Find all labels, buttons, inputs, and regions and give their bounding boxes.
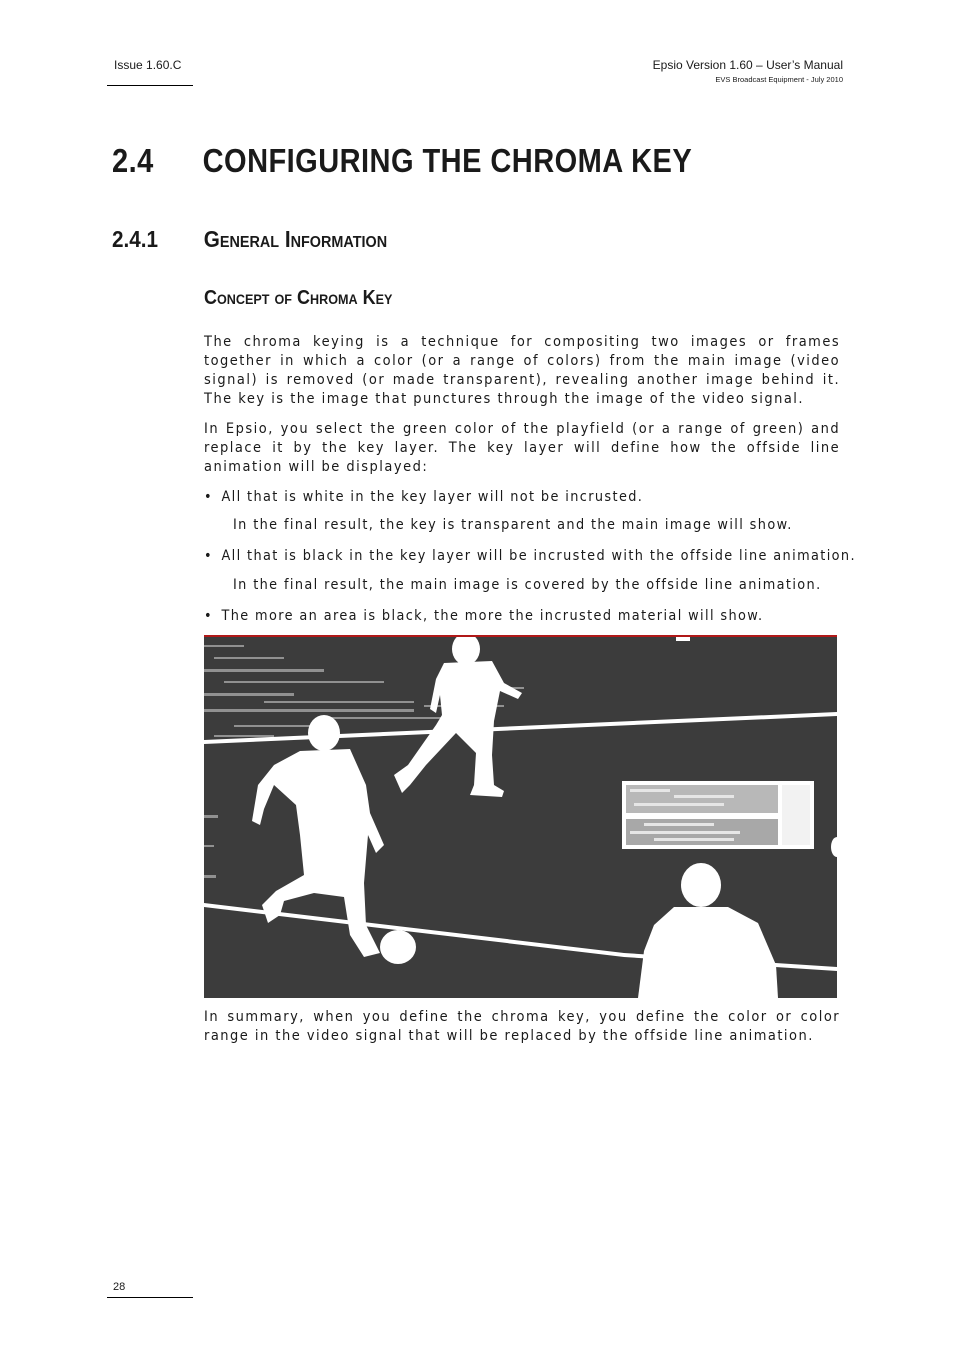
footer-rule — [107, 1297, 193, 1298]
header-issue: Issue 1.60.C — [114, 58, 182, 72]
bullet-subtext-2: In the final result, the main image is covered by the offside line animation. — [233, 577, 822, 593]
section-title: CONFIGURING THE CHROMA KEY — [202, 142, 693, 179]
section-number: 2.4 — [112, 142, 154, 179]
bullet-text: All that is white in the key layer will not be incrusted. — [221, 489, 644, 505]
bullet-text: The more an area is black, the more the incrusted material will show. — [221, 608, 764, 624]
bullet-icon: • — [204, 548, 213, 564]
section-heading — [112, 142, 692, 180]
chroma-key-figure — [204, 635, 837, 998]
figure-top-border — [204, 635, 837, 637]
bullet-item-1 — [204, 489, 643, 505]
page-number: 28 — [113, 1281, 126, 1293]
paragraph-epsio: In Epsio, you select the green color of the playfield (or a range of green) and replace it by the key layer. The key layer will define how the offside line animation will be displayed: — [204, 421, 841, 475]
bullet-icon: • — [204, 489, 213, 505]
topic-heading: Concept of Chroma Key — [204, 287, 393, 309]
bullet-subtext-1: In the final result, the key is transparent and the main image will show. — [233, 517, 793, 533]
subsection-title: General Information — [203, 226, 388, 252]
subsection-heading — [112, 226, 387, 253]
header-rule — [107, 85, 193, 86]
header-subtitle: EVS Broadcast Equipment - July 2010 — [715, 75, 843, 84]
paragraph-summary: In summary, when you define the chroma key, you define the color or color range in the video signal that will be replaced by the offside line animation. — [204, 1009, 841, 1044]
header-title: Epsio Version 1.60 – User’s Manual — [652, 58, 843, 72]
bullet-item-3 — [204, 608, 764, 624]
bullet-text: All that is black in the key layer will be incrusted with the offside line animation. — [221, 548, 856, 564]
key-layer-image — [204, 635, 837, 998]
overlay-graphic — [622, 781, 814, 849]
bullet-item-2 — [204, 548, 856, 564]
subsection-number: 2.4.1 — [112, 226, 159, 252]
paragraph-intro: The chroma keying is a technique for compositing two images or frames together in which a color (or a range of colors) from the main image (video signal) is removed (or made transparent), revealing another image behind it. The key is the image that punctures through the image of the video signal. — [204, 334, 841, 407]
bullet-icon: • — [204, 608, 213, 624]
